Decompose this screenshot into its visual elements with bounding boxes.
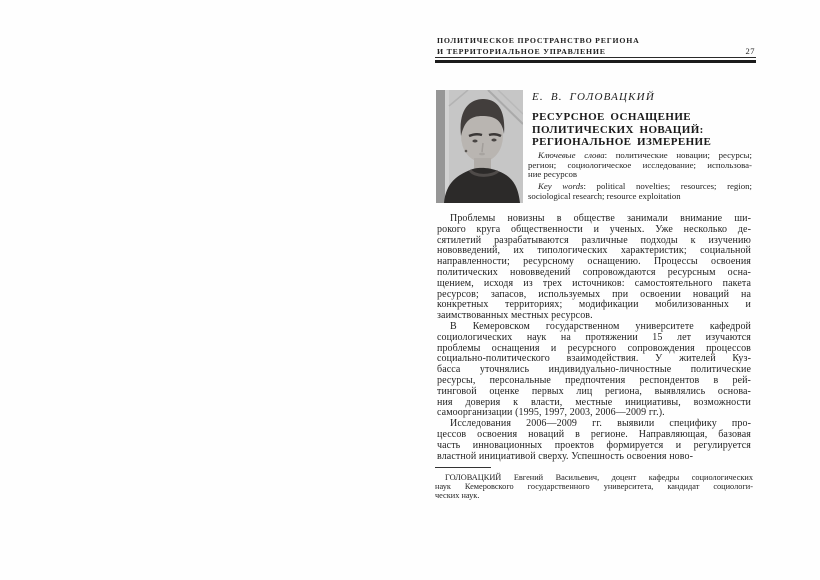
- text-line: Исследования 2006—2009 гг. выявили специфику про-: [450, 418, 751, 430]
- body-paragraph-1: [437, 214, 751, 322]
- author-photo: [436, 90, 523, 203]
- keywords-ru-label: Ключевые слова: [538, 150, 605, 160]
- text-line: часть инновационных проектов формируется и регулируется: [437, 439, 751, 451]
- keywords-ru: [528, 151, 752, 180]
- keywords-block: [528, 151, 752, 201]
- text-line: ресурсы, персональные предпочтения респондентов в рей-: [437, 374, 751, 386]
- body-paragraph-2: [437, 322, 751, 419]
- header-rule-thin: [435, 57, 756, 58]
- text-line: властной инициативой сверху. Успешность освоения ново-: [437, 450, 694, 462]
- footnote-rule: [435, 467, 491, 468]
- text-line: проблемы оснащения и ресурсного сопровождения процессов: [437, 342, 751, 354]
- text-line: РЕСУРСНОЕ ОСНАЩЕНИЕ: [532, 111, 692, 123]
- page-number: 27: [745, 46, 755, 56]
- text-line: sociological research; resource exploitation: [528, 190, 681, 201]
- body-paragraph-3: [437, 419, 751, 462]
- text-line: самоорганизации (1995, 1997, 2003, 2006—2009 гг.).: [437, 407, 665, 419]
- header-rule-thick: [435, 60, 756, 63]
- text-line: социально-политического взаимодействия. У жителей Куз-: [437, 353, 751, 365]
- text-line: цессов освоения новаций в регионе. Направляющая, базовая: [437, 428, 751, 440]
- text-line: конкретных территориях; модификации мобилизованных и: [437, 299, 751, 311]
- text-line: ческих наук.: [435, 490, 480, 500]
- text-line: сятилетий разрабатываются различные подходы к изучению: [437, 234, 751, 246]
- text-line: щением, исходя из трех источников: самостоятельного пакета: [437, 277, 751, 289]
- text-line: тинговой оценке первых лиц региона, выявлялись основа-: [437, 385, 751, 397]
- text-line: ние ресурсов: [528, 169, 578, 179]
- text-line: политических нововведений сопровождаются ресурсным осна-: [437, 266, 751, 278]
- text-line: Проблемы новизны в обществе занимали внимание ши-: [450, 213, 751, 224]
- text-line: направленности; ресурсному оснащению. Процессы освоения: [437, 256, 751, 268]
- author-footnote: [435, 474, 753, 501]
- text-line: социологических наук на протяжении 15 лет изучаются: [437, 331, 751, 343]
- keywords-ru-rest: [528, 161, 752, 180]
- running-header: [437, 35, 755, 57]
- text-line: рокого круга общественности и ученых. Уже несколько де-: [437, 223, 751, 235]
- text-line: регион; социологическое исследование; использова-: [528, 159, 752, 170]
- text-line: заимствованных местных ресурсов.: [437, 310, 593, 322]
- text-line: ГОЛОВАЦКИЙ Евгений Васильевич, доцент кафедры социологических: [445, 473, 753, 482]
- running-header-line1: ПОЛИТИЧЕСКОЕ ПРОСТРАНСТВО РЕГИОНА: [437, 36, 640, 45]
- keywords-en-label: Key words: [538, 181, 584, 191]
- text-line: ния доверия к власти, местные инициативы, возможности: [437, 396, 751, 408]
- keywords-en: [528, 182, 752, 201]
- keywords-en-rest: [528, 192, 752, 202]
- text-line: басса уточнялись индивидуально-личностные политические: [437, 364, 751, 376]
- text-line: наук Кемеровского государственного университета, кандидат социологи-: [435, 481, 753, 491]
- running-header-line2: И ТЕРРИТОРИАЛЬНОЕ УПРАВЛЕНИЕ: [437, 47, 606, 56]
- author-name: Е. В. ГОЛОВАЦКИЙ: [532, 91, 655, 103]
- text-line: нововведений, их типологических характеристик; социальной: [437, 245, 751, 257]
- keywords-ru-text: : политические новации; ресурсы;: [604, 150, 752, 160]
- text-line: ресурсов; запасов, используемых при освоении новаций на: [437, 288, 751, 300]
- text-line: РЕГИОНАЛЬНОЕ ИЗМЕРЕНИЕ: [532, 136, 712, 149]
- text-line: ПОЛИТИЧЕСКИХ НОВАЦИЙ:: [532, 123, 704, 136]
- article-body: [437, 214, 751, 462]
- text-line: В Кемеровском государственном университете кафедрой: [450, 320, 751, 332]
- article-title: [532, 111, 756, 149]
- keywords-en-text: : political novelties; resources; region;: [583, 181, 752, 191]
- author-photo-image: [436, 90, 523, 203]
